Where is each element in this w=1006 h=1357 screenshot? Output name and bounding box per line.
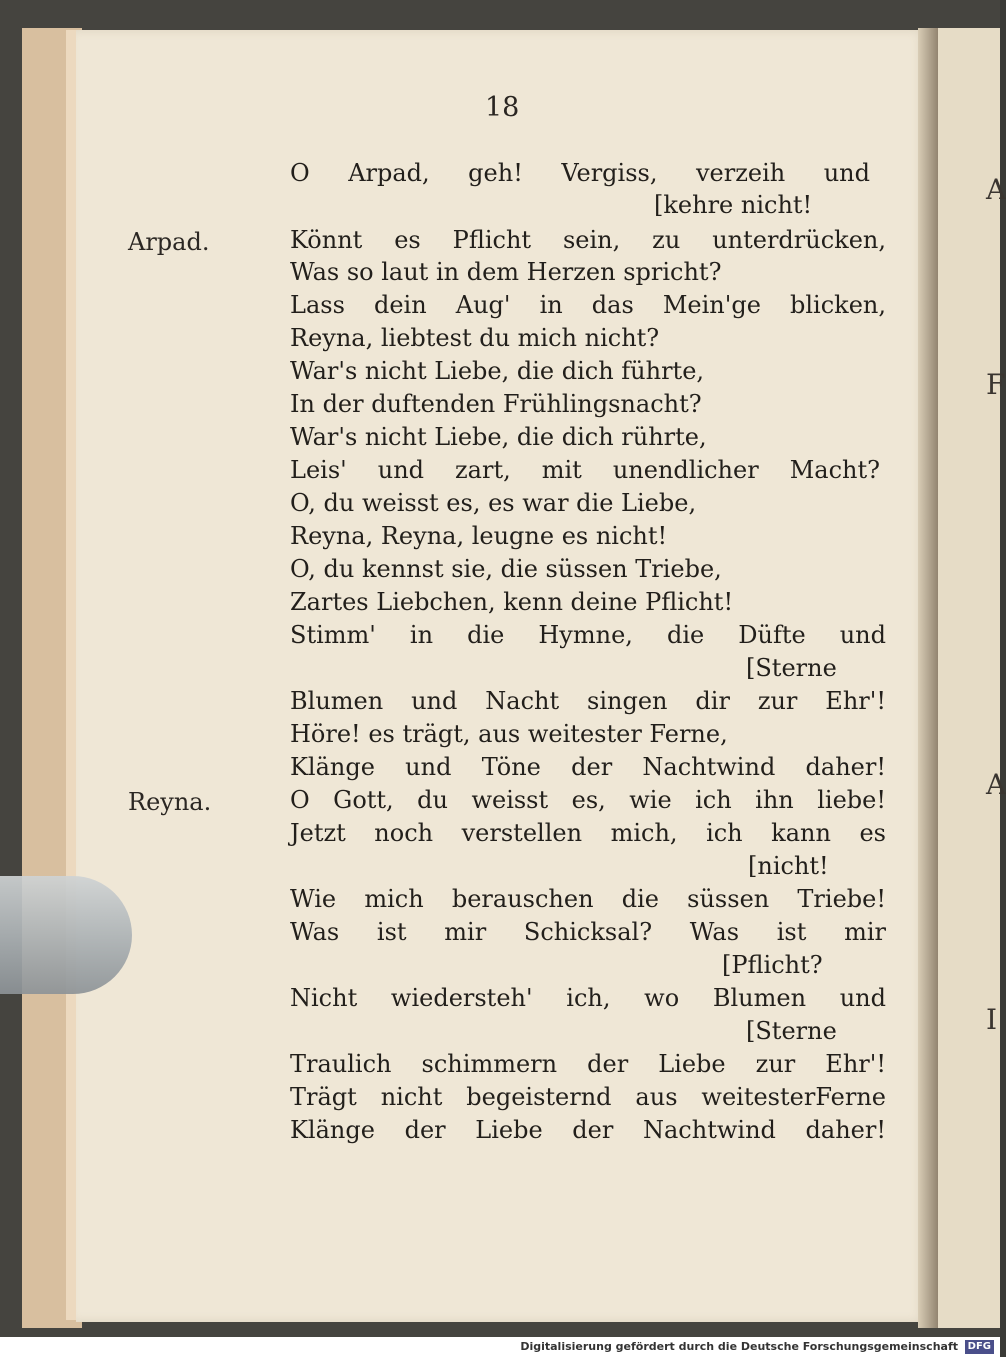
verse-line: O Arpad, geh! Vergiss, verzeih und	[290, 159, 870, 187]
verse-line: Zartes Liebchen, kenn deine Pflicht!	[290, 588, 734, 616]
speaker-label-arpad: Arpad.	[128, 228, 210, 256]
facing-page-letter: A	[986, 173, 1006, 206]
facing-page-letter: I	[986, 1003, 998, 1036]
verse-line: Klänge und Töne der Nachtwind daher!	[290, 753, 886, 781]
verse-line: In der duftenden Frühlingsnacht?	[290, 390, 702, 418]
scanner-thumb-shadow	[0, 876, 132, 994]
verse-line: Jetzt noch verstellen mich, ich kann es	[290, 819, 886, 847]
verse-line: Könnt es Pflicht sein, zu unterdrücken,	[290, 226, 886, 254]
verse-line: Was ist mir Schicksal? Was ist mir	[290, 918, 886, 946]
verse-line-continuation: [Pflicht?	[722, 951, 823, 979]
verse-line: Leis' und zart, mit unendlicher Macht?	[290, 456, 880, 484]
verse-line: Nicht wiedersteh' ich, wo Blumen und	[290, 984, 886, 1012]
facing-page-letter: F	[986, 368, 1006, 401]
verse-line: Wie mich berauschen die süssen Triebe!	[290, 885, 886, 913]
dfg-logo: DFG	[965, 1340, 994, 1354]
verse-line-continuation: [nicht!	[748, 852, 829, 880]
verse-line: O, du weisst es, es war die Liebe,	[290, 489, 697, 517]
verse-line: Klänge der Liebe der Nachtwind daher!	[290, 1116, 886, 1144]
page-stack-edge	[66, 30, 76, 1320]
verse-line: Stimm' in die Hymne, die Düfte und	[290, 621, 886, 649]
verse-line: Blumen und Nacht singen dir zur Ehr'!	[290, 687, 886, 715]
verse-line: War's nicht Liebe, die dich rührte,	[290, 423, 707, 451]
verse-line: War's nicht Liebe, die dich führte,	[290, 357, 705, 385]
verse-line: Reyna, Reyna, leugne es nicht!	[290, 522, 668, 550]
verse-line: Traulich schimmern der Liebe zur Ehr'!	[290, 1050, 886, 1078]
facing-page	[938, 28, 1006, 1328]
verse-line: O, du kennst sie, die süssen Triebe,	[290, 555, 722, 583]
verse-line: Reyna, liebtest du mich nicht?	[290, 324, 660, 352]
verse-line: Lass dein Aug' in das Mein'ge blicken,	[290, 291, 886, 319]
verse-line: O Gott, du weisst es, wie ich ihn liebe!	[290, 786, 886, 814]
speaker-label-reyna: Reyna.	[128, 788, 212, 816]
footer-credit: Digitalisierung gefördert durch die Deutsche Forschungsgemeinschaft	[520, 1340, 958, 1353]
facing-page-letter: A	[986, 768, 1006, 801]
verse-line-continuation: [Sterne	[746, 654, 837, 682]
verse-line-continuation: [Sterne	[746, 1017, 837, 1045]
page-number: 18	[485, 92, 520, 123]
verse-line: Was so laut in dem Herzen spricht?	[290, 258, 722, 286]
verse-line: Höre! es trägt, aus weitester Ferne,	[290, 720, 728, 748]
verse-line-continuation: [kehre nicht!	[654, 191, 813, 219]
verse-line: Trägt nicht begeisternd aus weitesterFerne	[290, 1083, 886, 1111]
